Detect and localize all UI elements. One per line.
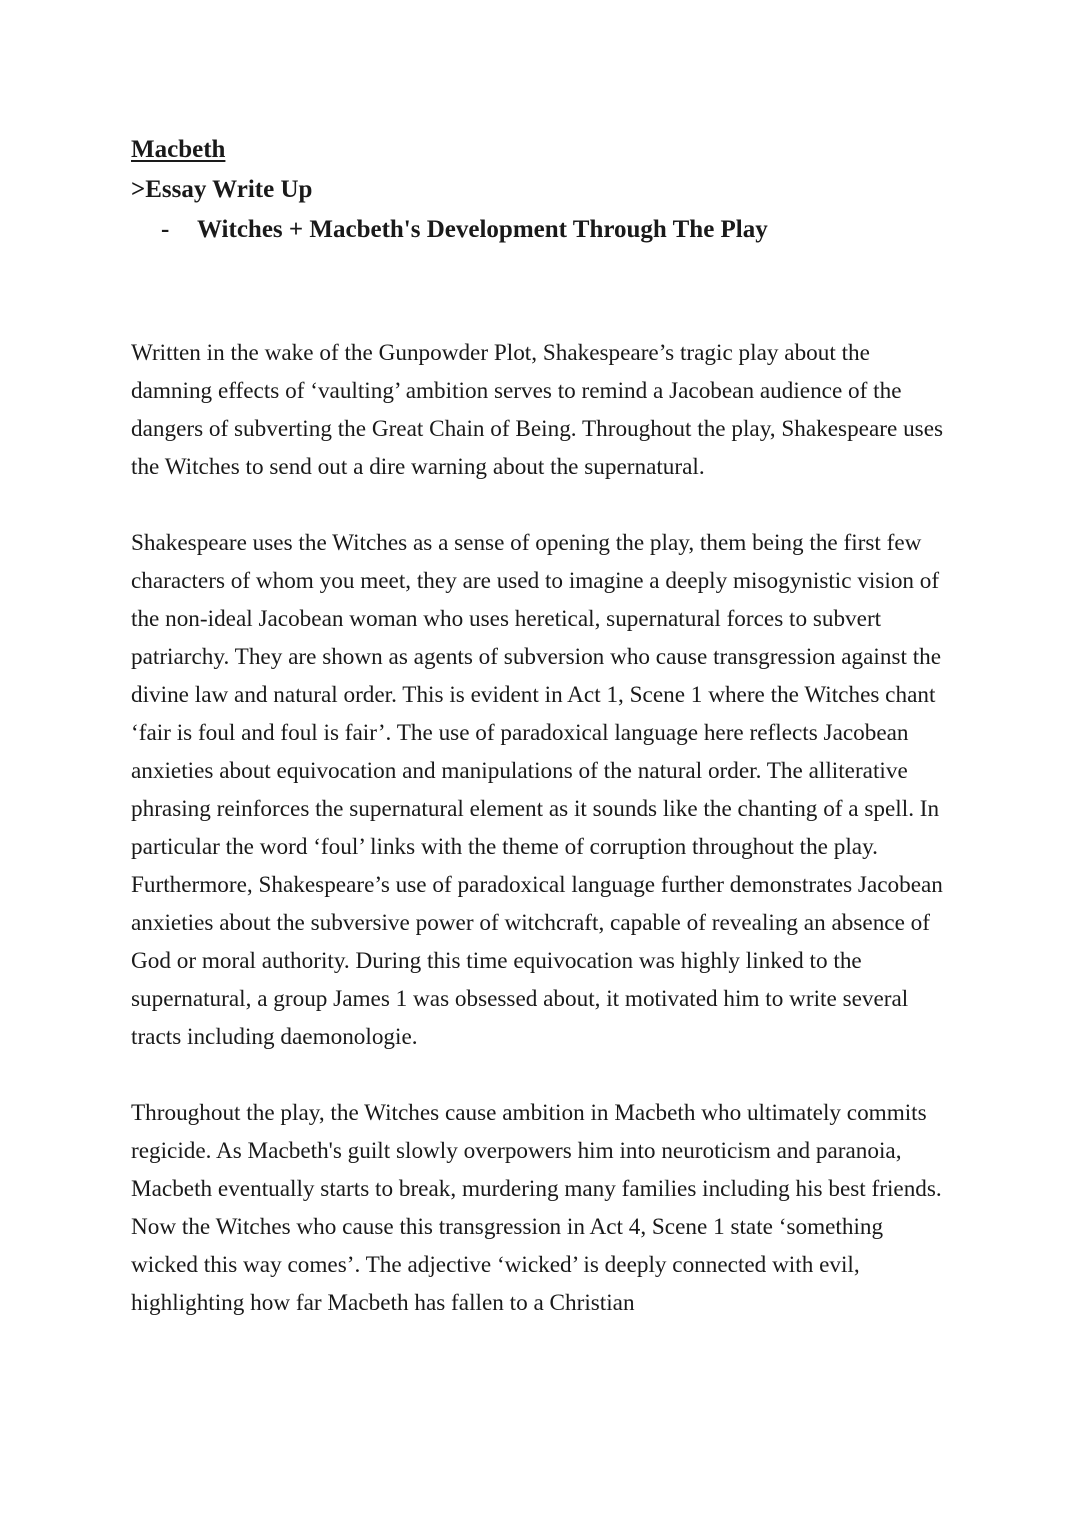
topic-bullet-text: Witches + Macbeth's Development Through The Play [197,216,768,243]
topic-bullet [161,213,951,247]
essay-body [131,334,953,1360]
paragraph-witches-opening: Shakespeare uses the Witches as a sense of opening the play, them being the first few characters of whom you meet, they are used to imagine a deeply misogynistic vision of the non-ideal Jacobean woman who uses heretical, supernatural forces to subvert patriarchy. They are shown as agents of subversion who cause transgression against the divine law and natural order. This is evident in Act 1, Scene 1 where the Witches chant ‘fair is foul and foul is fair’. The use of paradoxical language here reflects Jacobean anxieties about equivocation and manipulations of the natural order. The alliterative phrasing reinforces the supernatural element as it sounds like the chanting of a spell. In particular the word ‘foul’ links with the theme of corruption throughout the play. Furthermore, Shakespeare’s use of paradoxical language further demonstrates Jacobean anxieties about the subversive power of witchcraft, capable of revealing an absence of God or moral authority. During this time equivocation was highly linked to the supernatural, a group James 1 was obsessed about, it motivated him to write several tracts including daemonologie. [131,530,943,1050]
bullet-marker: - [161,216,170,243]
document-header [131,133,951,247]
paragraph-intro: Written in the wake of the Gunpowder Plot, Shakespeare’s tragic play about the damning effects of ‘vaulting’ ambition serves to remind a Jacobean audience of the dangers of subverting the Great Chain of Being. Throughout the play, Shakespeare uses the Witches to send out a dire warning about the supernatural. [131,340,944,480]
document-title: Macbeth [131,136,226,163]
paragraph-macbeth-ambition: Throughout the play, the Witches cause ambition in Macbeth who ultimately commits regicide. As Macbeth's guilt slowly overpowers him into neuroticism and paranoia, Macbeth eventually starts to break, murdering many families including his best friends. Now the Witches who cause this transgression in Act 4, Scene 1 state ‘something wicked this way comes’. The adjective ‘wicked’ is deeply connected with evil, highlighting how far Macbeth has fallen to a Christian [131,1100,942,1316]
document-subtitle: >Essay Write Up [131,176,313,203]
